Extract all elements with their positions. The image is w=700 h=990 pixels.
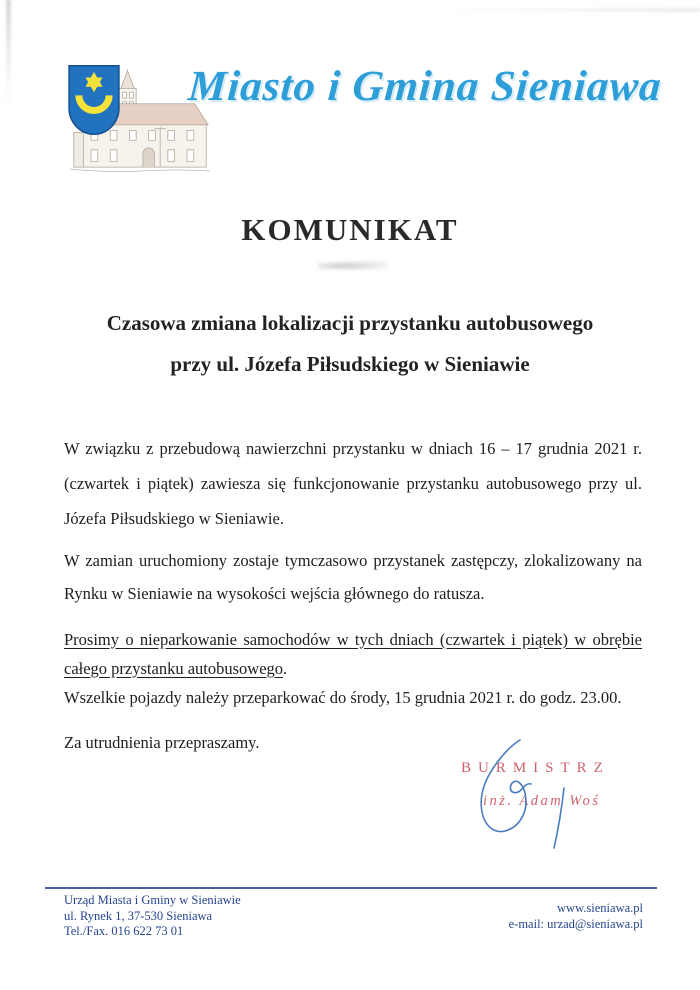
paragraph-repark-deadline: Wszelkie pojazdy należy przeparkować do środy, 15 grudnia 2021 r. do godz. 23.00.: [64, 687, 622, 707]
paragraph-temporary-stop: W zamian uruchomiony zostaje tymczasowo przystanek zastępczy, zlokalizowany na Rynku w Sieniawie na wysokości wejścia głównego do ratusza.: [64, 550, 642, 603]
coat-of-arms-icon: [66, 60, 122, 140]
document-subtitle: [40, 303, 660, 385]
org-title: Miasto i Gmina Sieniawa: [186, 63, 664, 110]
no-parking-underlined-text: Prosimy o nieparkowanie samochodów w tych dniach (czwartek i piątek) w obrębie całego przystanku autobusowego: [64, 629, 642, 678]
footer-address: ul. Rynek 1, 37-530 Sieniawa: [64, 908, 213, 923]
letterhead: [0, 0, 700, 190]
subtitle-line-1: Czasowa zmiana lokalizacji przystanku autobusowego: [106, 311, 594, 335]
no-parking-period: .: [283, 658, 288, 678]
footer-divider: [45, 887, 657, 889]
signature-block: [425, 732, 640, 857]
document-heading: KOMUNIKAT: [241, 212, 459, 247]
paragraph-construction-notice: W związku z przebudową nawierzchni przystanku w dniach 16 – 17 grudnia 2021 r. (czwartek i piątek) zawiesza się funkcjonowanie przystanku autobusowego przy ul. Józefa Piłsudskiego w Sieniawie.: [64, 438, 642, 528]
paragraph-no-parking: [64, 625, 642, 683]
footer-website: www.sieniawa.pl: [557, 901, 643, 915]
footer-contact-block: [64, 893, 241, 940]
footer-office-name: Urząd Miasta i Gminy w Sieniawie: [64, 893, 241, 907]
closing-apology: Za utrudnienia przepraszamy.: [64, 732, 260, 752]
handwritten-signature-icon: [425, 732, 640, 857]
subtitle-line-2: przy ul. Józefa Piłsudskiego w Sieniawie: [170, 352, 530, 376]
footer-web-block: [509, 901, 643, 932]
footer-email: e-mail: urzad@sieniawa.pl: [508, 916, 643, 931]
footer-phone: Tel./Fax. 016 622 73 01: [64, 924, 184, 938]
stamp-name: inż. Adam Woś: [483, 793, 601, 809]
scan-artifact-smudge: [318, 260, 388, 272]
stamp-title: BURMISTRZ: [461, 760, 610, 776]
